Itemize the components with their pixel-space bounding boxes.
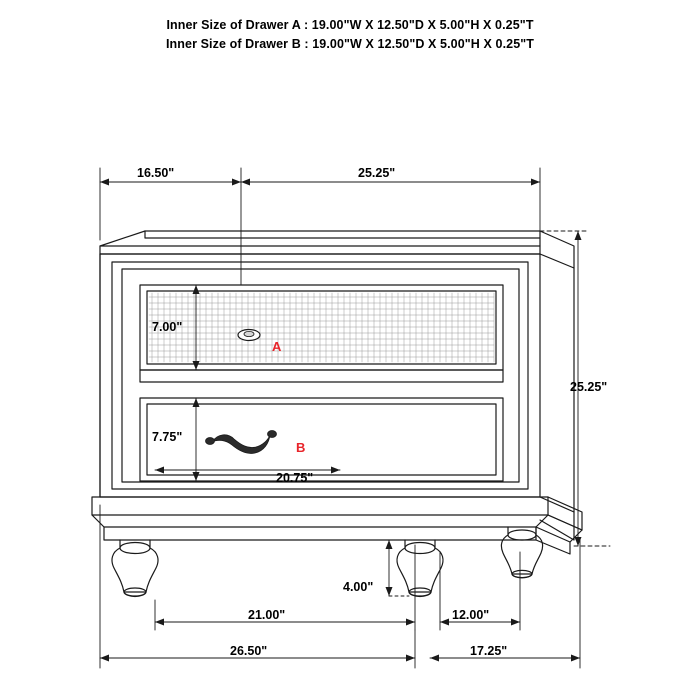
drawer-a-rattan-texture xyxy=(149,293,494,362)
leg-front-left xyxy=(112,540,158,597)
drawer-b-handle xyxy=(206,431,277,454)
dim-right-height: 25.25" xyxy=(570,380,608,394)
leg-front-right xyxy=(397,540,443,597)
leg-back-right xyxy=(501,527,542,578)
dim-overall-width: 26.50" xyxy=(230,644,268,658)
drawer-b-inner-size-text: Inner Size of Drawer B : 19.00"W X 12.50"D X 5.00"H X 0.25"T xyxy=(165,37,535,51)
dim-top-right: 25.25" xyxy=(358,166,396,180)
drawer-divider-rail xyxy=(140,370,503,382)
dim-drawer-b-width: 20.75" xyxy=(276,471,314,485)
dim-bottom-depth: 12.00" xyxy=(452,608,490,622)
dimension-arrowheads xyxy=(100,179,582,662)
dim-bottom-width: 21.00" xyxy=(248,608,286,622)
drawer-b xyxy=(140,398,503,481)
drawer-b-marker: B xyxy=(296,440,306,455)
cabinet-base xyxy=(92,497,582,554)
cabinet-right-side xyxy=(540,231,574,540)
cabinet-top xyxy=(100,231,540,254)
dim-drawer-a-height: 7.00" xyxy=(152,320,183,334)
dim-leg-height: 4.00" xyxy=(343,580,374,594)
drawer-a-marker: A xyxy=(272,339,282,354)
dim-drawer-b-height: 7.75" xyxy=(152,430,183,444)
dim-top-left: 16.50" xyxy=(137,166,175,180)
drawer-a xyxy=(140,285,503,370)
drawer-a-knob xyxy=(238,330,260,341)
drawer-a-inner-size-text: Inner Size of Drawer A : 19.00"W X 12.50"D X 5.00"H X 0.25"T xyxy=(166,18,534,32)
dim-overall-depth: 17.25" xyxy=(470,644,508,658)
